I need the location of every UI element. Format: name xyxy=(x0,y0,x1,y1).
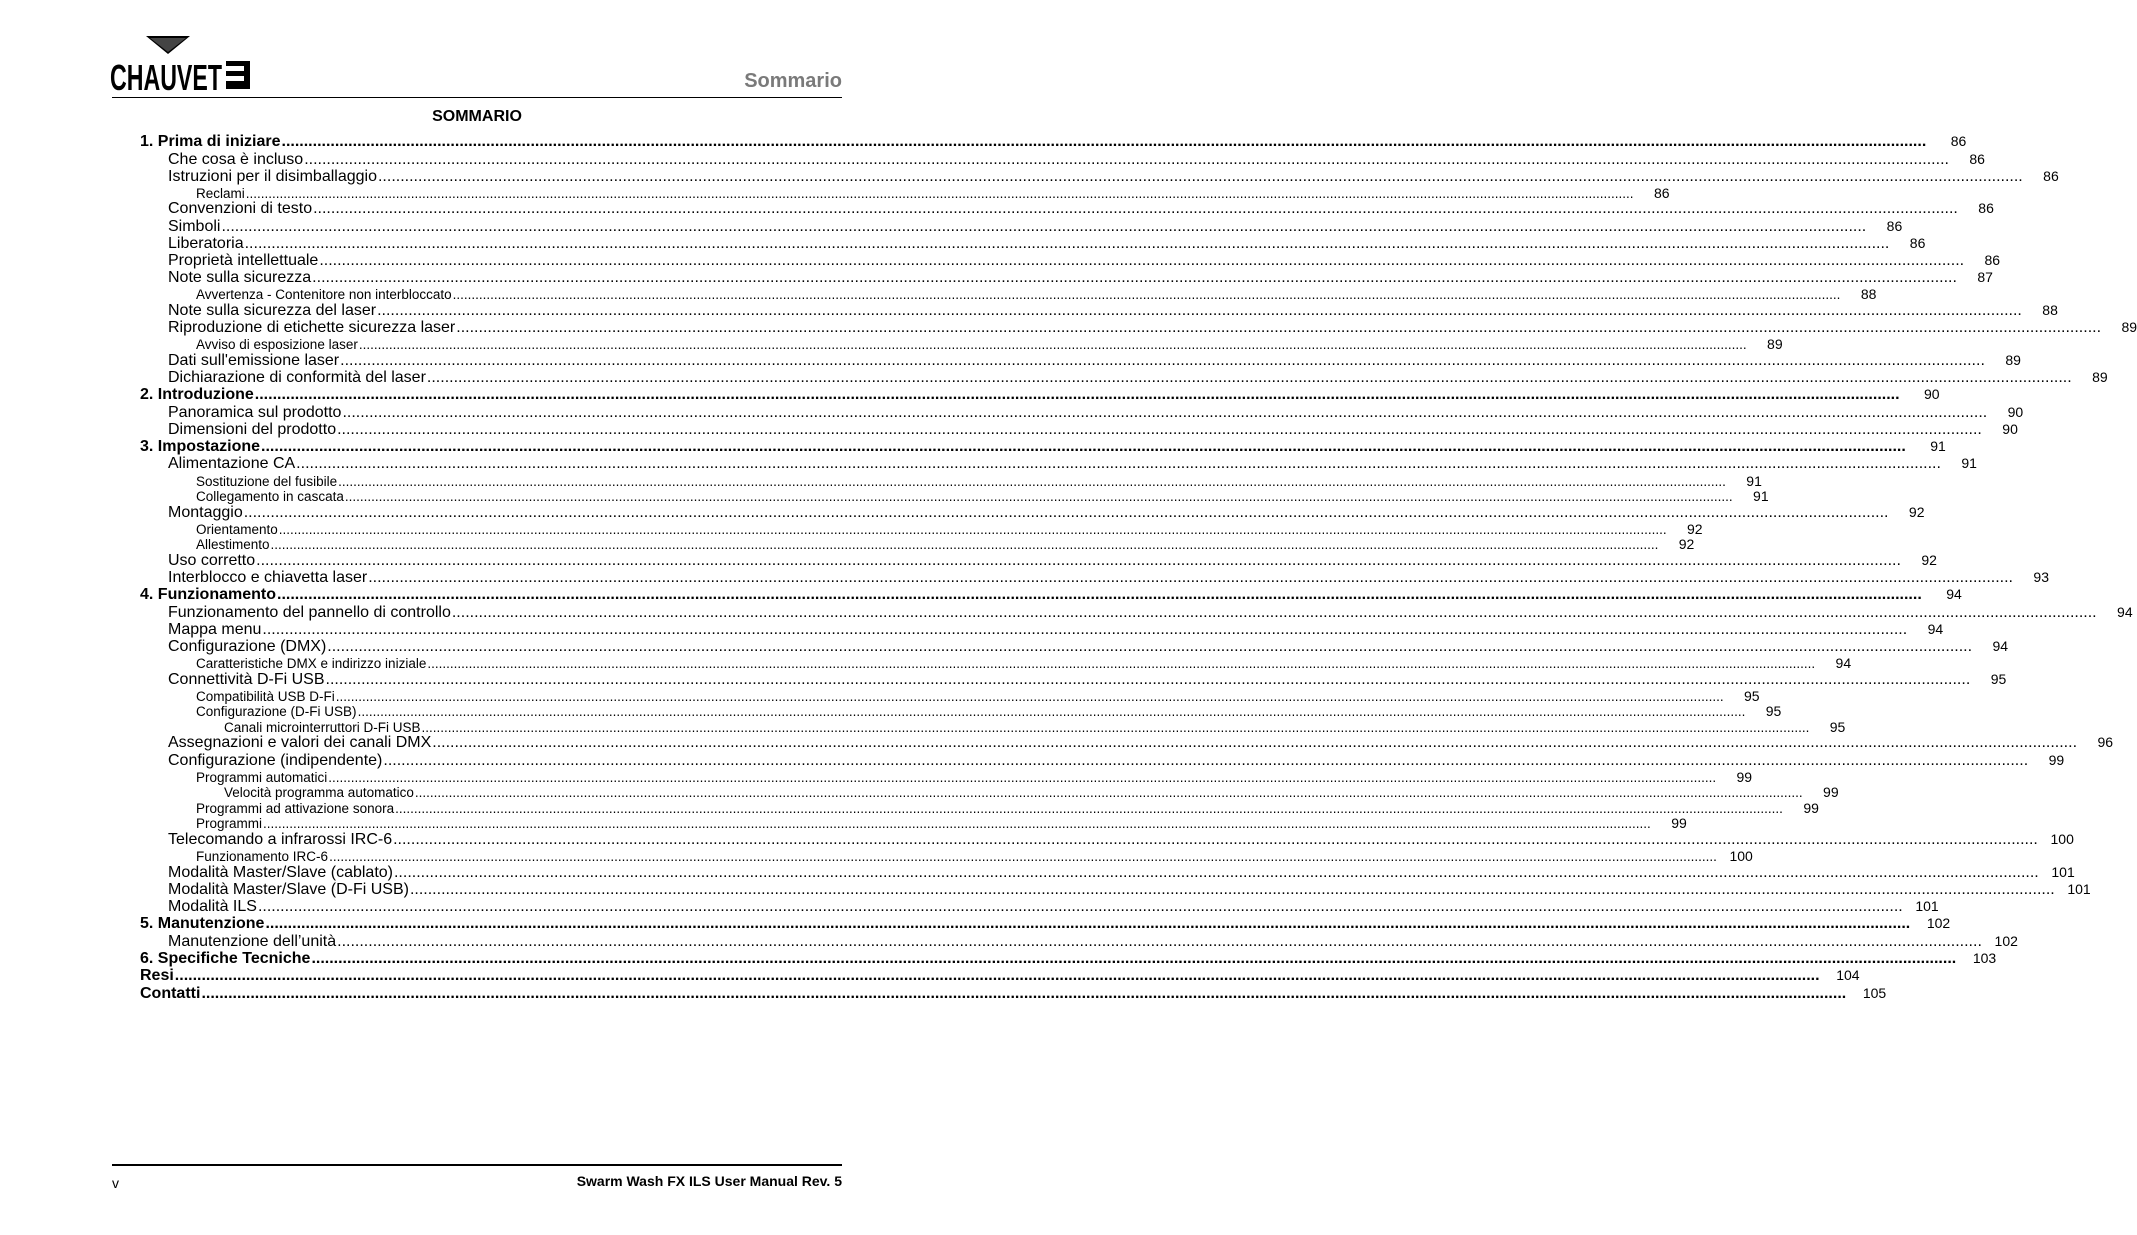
dot-leader xyxy=(410,881,2055,899)
toc-entry-page: 95 xyxy=(1765,703,1782,720)
toc-entry-title: Dati sull'emissione laser xyxy=(168,351,340,369)
toc-entry[interactable] xyxy=(140,286,1877,303)
toc-entry-title: Modalità Master/Slave (D-Fi USB) xyxy=(168,880,409,898)
dot-leader xyxy=(327,638,1972,656)
toc-entry[interactable] xyxy=(140,703,1782,720)
toc-entry[interactable] xyxy=(140,200,1994,218)
dot-leader xyxy=(358,704,1746,719)
toc-entry[interactable] xyxy=(140,403,2024,421)
toc-entry[interactable] xyxy=(140,967,1860,985)
toc-entry-page: 88 xyxy=(2042,301,2058,318)
toc-entry-title: Assegnazioni e valori dei canali DMX xyxy=(168,734,432,752)
toc-entry-page: 86 xyxy=(1909,234,1926,251)
dot-leader xyxy=(175,967,1820,985)
toc-entry-title: 2. Introduzione xyxy=(140,386,254,404)
toc-entry-page: 91 xyxy=(1930,437,1946,454)
toc-entry-page: 90 xyxy=(1923,386,1940,403)
toc-entry[interactable] xyxy=(140,536,1695,553)
toc-entry-page: 99 xyxy=(1803,799,1819,816)
toc-entry-page: 100 xyxy=(2050,830,2074,847)
toc-entry-page: 88 xyxy=(1860,286,1877,303)
dot-leader xyxy=(279,522,1667,537)
toc-entry-title: Resi xyxy=(140,967,174,985)
toc-entry-title: Manutenzione dell’unità xyxy=(168,932,337,950)
toc-entry[interactable] xyxy=(140,586,1962,604)
toc-entry-page: 99 xyxy=(1671,815,1687,832)
toc-entry[interactable] xyxy=(140,269,1993,287)
dot-leader xyxy=(336,689,1724,704)
toc-entry-title: Telecomando a infrarossi IRC-6 xyxy=(168,830,393,848)
dot-leader xyxy=(427,369,2072,387)
toc-entry-title: Panoramica sul prodotto xyxy=(168,403,342,421)
toc-entry[interactable] xyxy=(140,718,1846,735)
footer-manual-title: Swarm Wash FX ILS User Manual Rev. 5 xyxy=(576,1173,842,1189)
toc-entry-title: Funzionamento del pannello di controllo xyxy=(168,603,451,621)
toc-entry-page: 94 xyxy=(1835,655,1852,672)
dot-leader xyxy=(263,816,1651,831)
toc-entry-title: Programmi xyxy=(196,816,263,832)
toc-entry[interactable] xyxy=(140,569,2049,586)
toc-entry[interactable] xyxy=(140,150,1985,168)
toc-entry[interactable] xyxy=(140,488,1769,505)
toc-entry[interactable] xyxy=(140,472,1762,489)
dot-leader xyxy=(345,489,1733,504)
footer-page-number: v xyxy=(112,1175,119,1191)
toc-entry-page: 104 xyxy=(1836,967,1860,984)
toc-entry[interactable] xyxy=(140,336,1783,353)
toc-entry-page: 99 xyxy=(1736,768,1753,785)
toc-entry[interactable] xyxy=(140,897,1939,915)
section-title: Sommario xyxy=(744,70,842,92)
toc-entry-page: 102 xyxy=(1994,932,2018,949)
toc-entry-page: 101 xyxy=(2051,863,2075,880)
toc-entry-page: 94 xyxy=(1992,638,2009,655)
toc-entry-page: 91 xyxy=(1746,472,1762,489)
toc-entry-title: 3. Impostazione xyxy=(140,437,261,455)
toc-entry[interactable] xyxy=(140,234,1926,252)
dot-leader xyxy=(271,537,1659,552)
toc-entry[interactable] xyxy=(140,368,2108,386)
toc-entry-title: 5. Manutenzione xyxy=(140,915,265,933)
toc-entry-title: Programmi ad attivazione sonora xyxy=(196,800,395,816)
dot-leader xyxy=(342,404,1987,422)
toc-entry[interactable] xyxy=(140,880,2091,898)
dot-leader xyxy=(415,785,1803,800)
dot-leader xyxy=(337,933,1982,951)
toc-entry[interactable] xyxy=(140,751,2065,769)
toc-entry-title: Convenzioni di testo xyxy=(168,200,313,218)
dot-leader xyxy=(338,474,1726,489)
toc-entry-page: 102 xyxy=(1926,915,1951,932)
toc-entry[interactable] xyxy=(140,551,1937,569)
toc-entry-page: 96 xyxy=(2097,734,2114,751)
toc-entry-page: 95 xyxy=(1990,670,2007,687)
dot-leader xyxy=(221,218,1866,236)
dot-leader xyxy=(262,621,1907,639)
toc-entry[interactable] xyxy=(140,301,2058,319)
toc-entry-title: Avvertenza - Contenitore non interbloccato xyxy=(196,287,452,303)
toc-entry-title: Caratteristiche DMX e indirizzo iniziale xyxy=(196,656,427,672)
toc-entry-page: 93 xyxy=(2033,569,2049,585)
toc-entry-title: Allestimento xyxy=(196,537,270,553)
toc-entry[interactable] xyxy=(140,184,1670,201)
toc-entry-page: 86 xyxy=(1653,184,1670,201)
toc-entry-page: 101 xyxy=(2067,880,2091,897)
dot-leader xyxy=(296,455,1941,473)
toc-entry[interactable] xyxy=(140,655,1852,672)
toc-entry-title: Programmi automatici xyxy=(196,769,328,785)
dot-leader xyxy=(456,319,2101,337)
toc-entry[interactable] xyxy=(140,217,1903,235)
toc-entry[interactable] xyxy=(140,251,2001,269)
toc-entry-title: Proprietà intellettuale xyxy=(168,251,319,269)
toc-entry-page: 86 xyxy=(2043,167,2059,184)
toc-entry[interactable] xyxy=(140,386,1940,404)
toc-entry[interactable] xyxy=(140,455,1977,473)
toc-entry-title: Avviso di esposizione laser xyxy=(196,337,358,353)
toc-entry-page: 86 xyxy=(1969,150,1985,167)
toc-entry-title: Reclami xyxy=(196,185,245,201)
dot-leader xyxy=(337,421,1982,439)
dot-leader xyxy=(377,302,2022,320)
toc-entry[interactable] xyxy=(140,638,2009,656)
toc-entry-title: Uso corretto xyxy=(168,551,256,569)
toc-entry-title: Riproduzione di etichette sicurezza laser xyxy=(168,319,456,336)
toc-entry[interactable] xyxy=(140,603,2133,621)
toc-entry-title: Canali microinterruttori D-Fi USB xyxy=(224,719,421,735)
svg-text:CHAUVET: CHAUVET xyxy=(110,57,222,98)
toc-entry-title: Simboli xyxy=(168,217,221,235)
toc-entry[interactable] xyxy=(140,932,2018,950)
toc-entry-page: 89 xyxy=(2005,351,2021,368)
toc-entry[interactable] xyxy=(140,768,1753,785)
toc-entry[interactable] xyxy=(140,863,2075,881)
dot-leader xyxy=(393,831,2038,849)
toc-entry[interactable] xyxy=(140,167,2059,185)
toc-entry-page: 95 xyxy=(1829,718,1846,735)
toc-entry-page: 87 xyxy=(1977,269,1993,286)
dot-leader xyxy=(359,337,1747,352)
dot-leader xyxy=(256,552,1901,570)
dot-leader xyxy=(313,200,1958,218)
dot-leader xyxy=(201,985,1846,1003)
toc-entry-title: Collegamento in cascata xyxy=(196,489,344,505)
dot-leader xyxy=(258,898,1903,916)
toc-entry[interactable] xyxy=(140,915,1951,933)
toc-entry[interactable] xyxy=(140,620,1944,638)
toc-entry[interactable] xyxy=(140,319,2137,336)
dot-leader xyxy=(265,915,1910,933)
toc-entry-page: 94 xyxy=(1927,620,1944,637)
dot-leader xyxy=(246,186,1634,201)
dot-leader xyxy=(395,801,1783,816)
toc-title: SOMMARIO xyxy=(432,108,522,125)
toc-entry-page: 90 xyxy=(2007,403,2024,420)
toc-entry-page: 92 xyxy=(1678,536,1695,553)
dot-leader xyxy=(328,770,1716,785)
toc-entry[interactable] xyxy=(140,949,1997,968)
toc-entry-page: 103 xyxy=(1972,949,1997,966)
dot-leader xyxy=(261,438,1906,456)
toc-entry-title: Interblocco e chiavetta laser xyxy=(168,569,368,586)
toc-entry-title: Modalità Master/Slave (cablato) xyxy=(168,863,393,881)
toc-entry-title: Dimensioni del prodotto xyxy=(168,420,337,438)
toc-entry-title: Funzionamento IRC-6 xyxy=(196,849,329,864)
toc-entry-title: Orientamento xyxy=(196,521,278,537)
toc-entry-title: 4. Funzionamento xyxy=(140,586,276,604)
toc-entry-page: 105 xyxy=(1862,984,1887,1001)
toc-entry[interactable] xyxy=(140,437,1946,456)
toc-entry-title: Configurazione (indipendente) xyxy=(168,751,383,769)
toc-entry[interactable] xyxy=(140,848,1753,864)
header-divider xyxy=(112,97,842,98)
table-of-contents xyxy=(140,133,2137,1002)
toc-entry-title: Note sulla sicurezza xyxy=(168,269,312,287)
toc-entry-page: 90 xyxy=(2002,420,2018,437)
dot-leader xyxy=(244,504,1889,522)
dot-leader xyxy=(319,252,1964,270)
toc-entry-title: Configurazione (DMX) xyxy=(168,638,327,656)
toc-entry-title: Istruzioni per il disimballaggio xyxy=(168,167,377,185)
dot-leader xyxy=(255,386,1900,404)
chauvet-logo xyxy=(110,34,252,98)
dot-leader xyxy=(394,864,2039,882)
toc-entry-page: 92 xyxy=(1908,503,1925,520)
toc-entry-page: 89 xyxy=(2092,368,2108,385)
dot-leader xyxy=(427,656,1815,671)
dot-leader xyxy=(311,950,1956,968)
toc-entry-title: Sostituzione del fusibile xyxy=(196,473,338,489)
toc-entry-title: Modalità ILS xyxy=(168,897,257,915)
toc-entry-title: 1. Prima di iniziare xyxy=(140,133,281,150)
toc-entry-page: 95 xyxy=(1744,687,1760,704)
toc-entry[interactable] xyxy=(140,420,2018,438)
dot-leader xyxy=(452,604,2097,622)
toc-entry-page: 92 xyxy=(1921,551,1937,568)
dot-leader xyxy=(340,352,1985,370)
toc-entry-page: 100 xyxy=(1729,848,1753,864)
dot-leader xyxy=(282,133,1927,151)
toc-entry-page: 86 xyxy=(1950,133,1967,149)
toc-entry-title: Velocità programma automatico xyxy=(224,785,414,801)
toc-entry-page: 91 xyxy=(1961,455,1977,472)
toc-entry-page: 99 xyxy=(2048,751,2065,768)
dot-leader xyxy=(378,168,2023,186)
dot-leader xyxy=(329,849,1717,864)
footer-divider xyxy=(112,1164,842,1166)
toc-entry-page: 89 xyxy=(1767,336,1783,353)
toc-entry[interactable] xyxy=(140,799,1819,816)
toc-entry-title: Connettività D-Fi USB xyxy=(168,670,325,688)
toc-entry[interactable] xyxy=(140,830,2074,848)
toc-entry-title: 6. Specifiche Tecniche xyxy=(140,949,311,967)
toc-entry-title: Mappa menu xyxy=(168,620,262,638)
dot-leader xyxy=(304,151,1949,169)
dot-leader xyxy=(326,671,1971,689)
toc-entry[interactable] xyxy=(140,984,1887,1003)
toc-entry-page: 101 xyxy=(1915,897,1939,914)
dot-leader xyxy=(422,720,1810,735)
toc-entry-title: Dichiarazione di conformità del laser xyxy=(168,368,426,386)
toc-entry[interactable] xyxy=(140,520,1703,537)
toc-entry-page: 91 xyxy=(1753,488,1769,505)
toc-entry-title: Alimentazione CA xyxy=(168,455,296,473)
dot-leader xyxy=(453,287,1841,302)
toc-entry-page: 86 xyxy=(1984,251,2001,268)
dot-leader xyxy=(277,586,1922,604)
toc-entry[interactable] xyxy=(140,503,1925,521)
dot-leader xyxy=(245,235,1890,253)
dot-leader xyxy=(368,569,2013,587)
toc-entry-title: Liberatoria xyxy=(168,234,244,252)
toc-entry-page: 94 xyxy=(1946,586,1962,603)
toc-entry[interactable] xyxy=(140,670,2007,688)
toc-entry-title: Configurazione (D-Fi USB) xyxy=(196,704,357,720)
toc-entry-title: Note sulla sicurezza del laser xyxy=(168,301,377,319)
toc-entry[interactable] xyxy=(140,815,1687,832)
toc-entry[interactable] xyxy=(140,351,2021,369)
toc-entry-title: Montaggio xyxy=(168,503,243,521)
toc-entry[interactable] xyxy=(140,784,1839,801)
toc-entry-title: Che cosa è incluso xyxy=(168,150,304,168)
dot-leader xyxy=(383,752,2028,770)
toc-entry-page: 86 xyxy=(1978,200,1994,217)
toc-entry-page: 89 xyxy=(2121,319,2137,335)
toc-entry-title: Compatibilità USB D-Fi xyxy=(196,688,335,704)
toc-entry-page: 94 xyxy=(2117,603,2133,620)
toc-entry-page: 86 xyxy=(1886,217,1903,234)
dot-leader xyxy=(432,734,2077,752)
toc-entry-page: 92 xyxy=(1687,520,1703,537)
dot-leader xyxy=(312,269,1957,287)
toc-entry-page: 99 xyxy=(1823,784,1839,801)
toc-entry-title: Contatti xyxy=(140,984,201,1002)
toc-entry[interactable] xyxy=(140,687,1760,704)
toc-entry[interactable] xyxy=(140,734,2114,752)
toc-entry[interactable] xyxy=(140,133,1967,151)
